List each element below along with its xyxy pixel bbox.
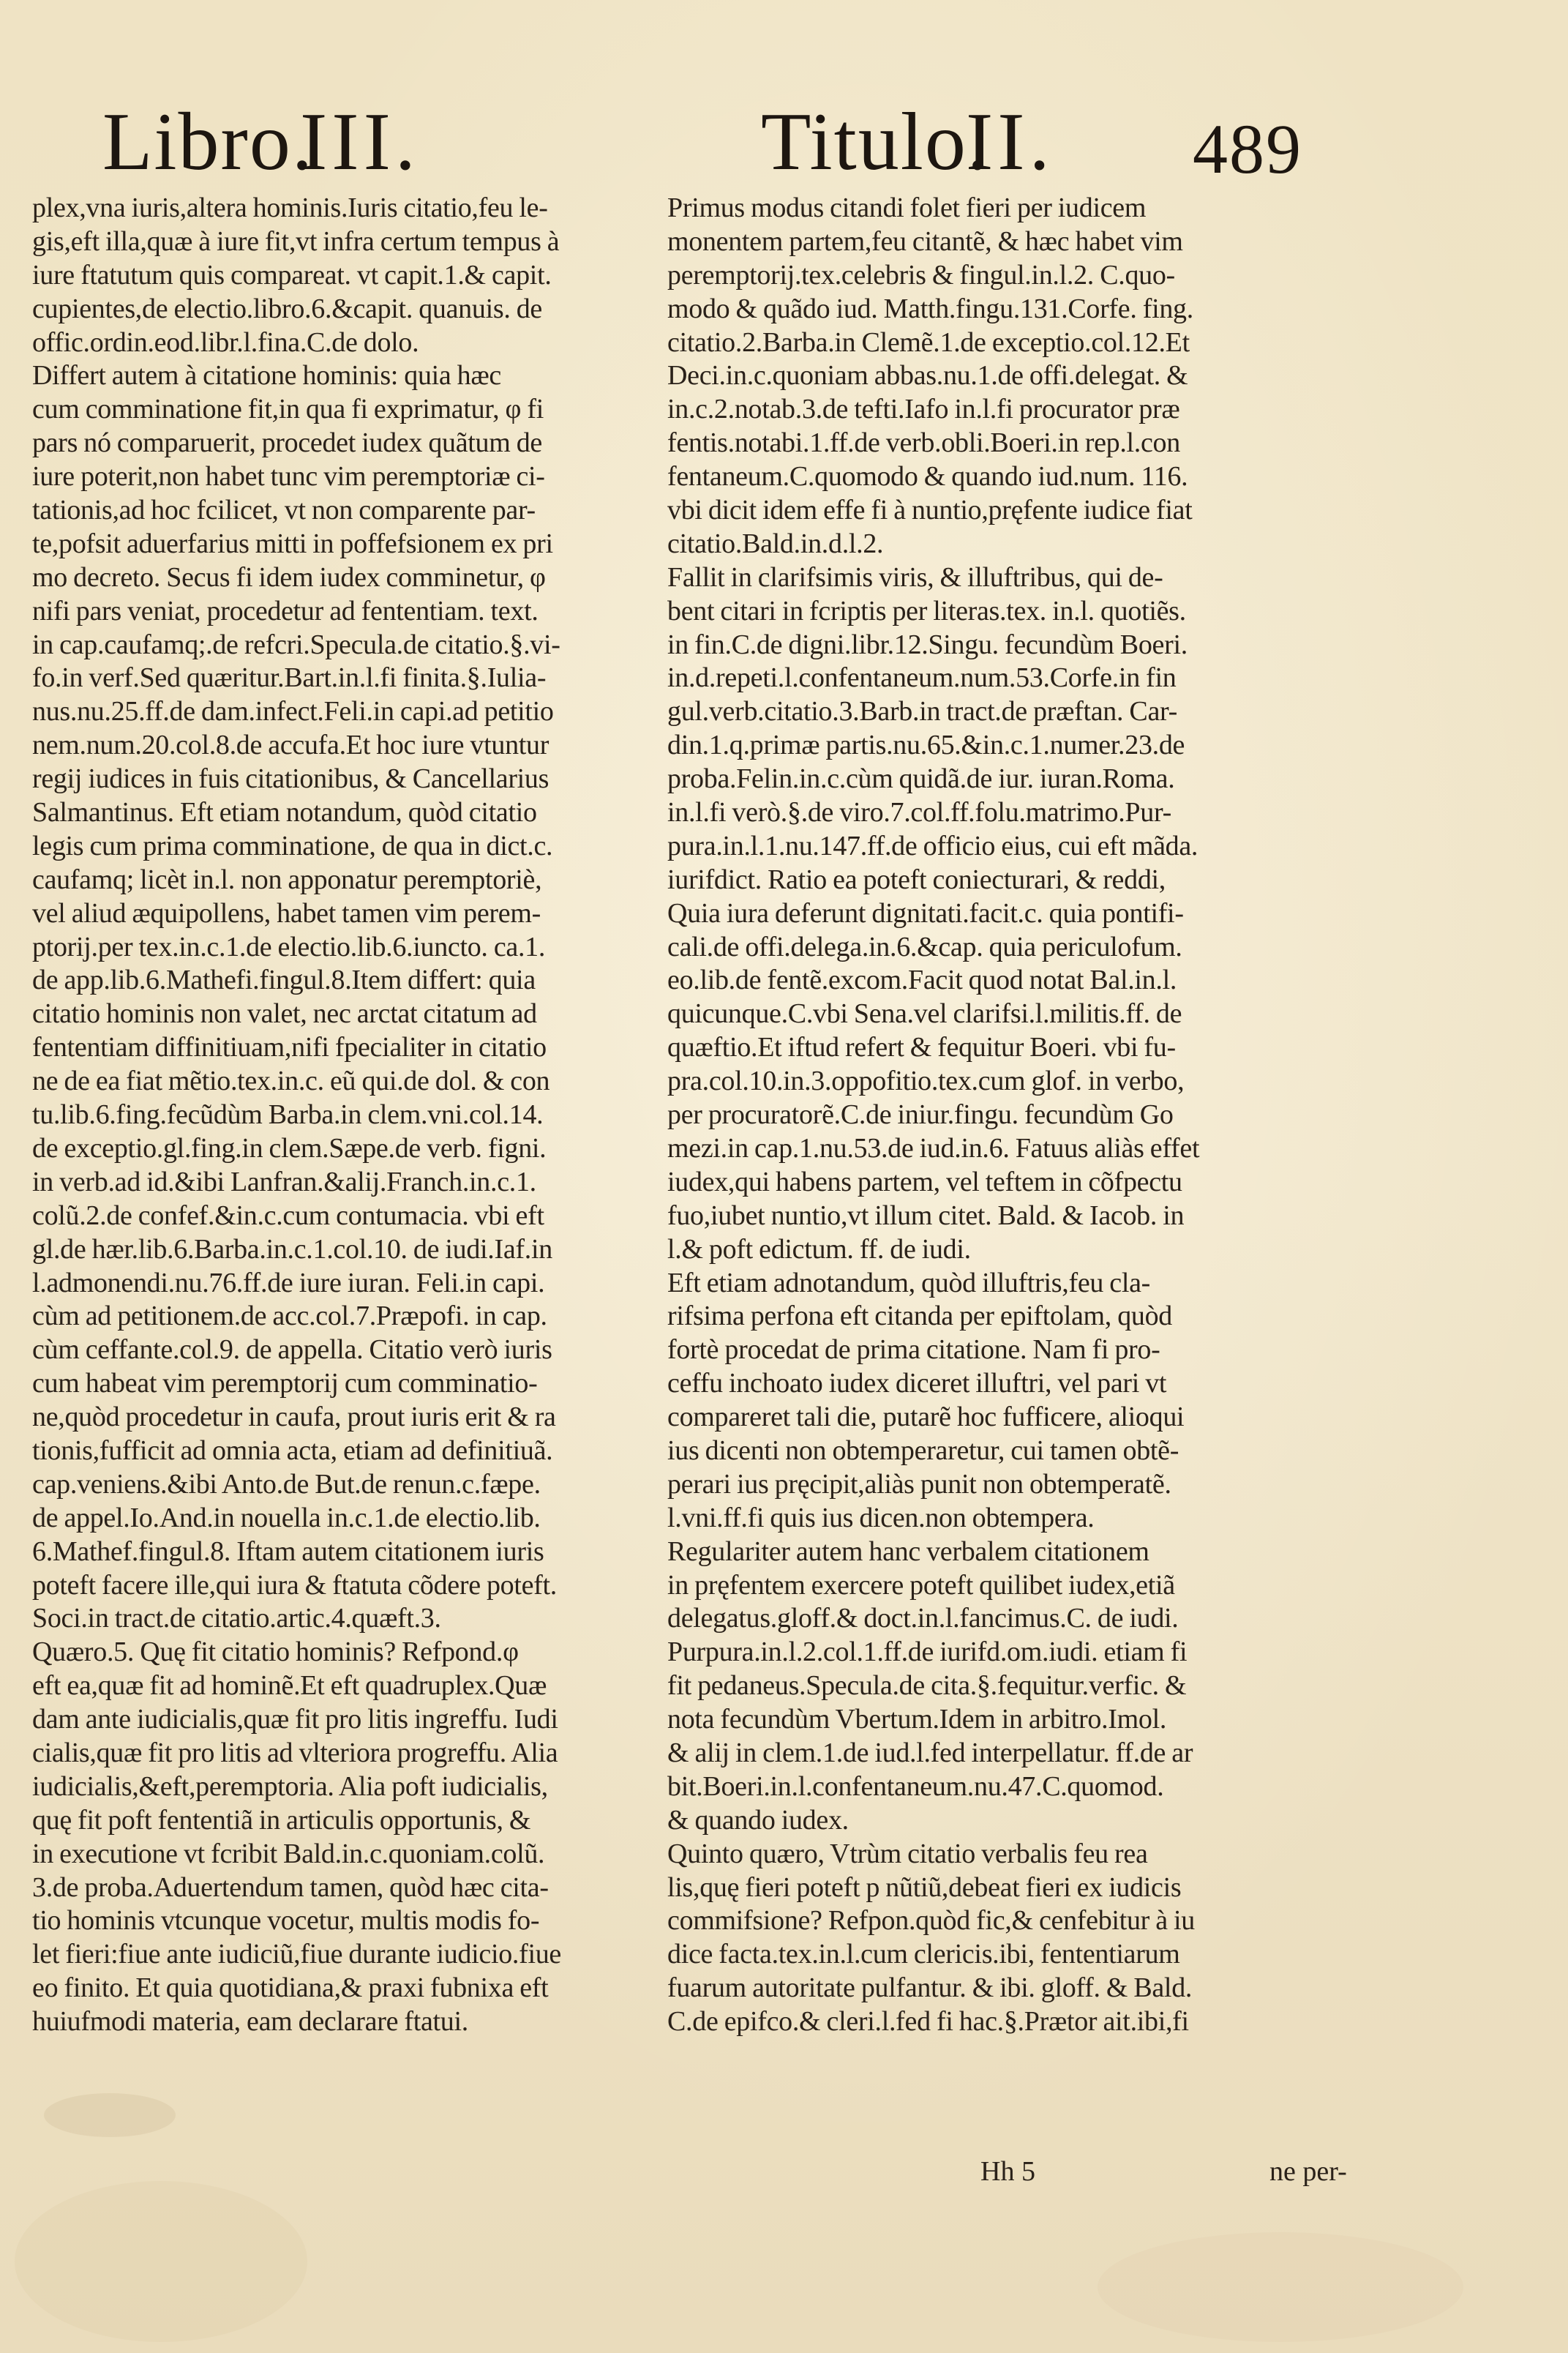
text-line: Soci.in tract.de citatio.artic.4.quæft.3. (32, 1603, 441, 1634)
text-line: de exceptio.gl.fing.in clem.Sæpe.de verb. figni. (32, 1132, 547, 1164)
text-line: Quia iura deferunt dignitati.facit.c. quia pontifi- (667, 897, 1184, 929)
text-line: poteft facere ille,qui iura & ftatuta cõdere poteft. (32, 1569, 557, 1601)
paper-stain (44, 2093, 176, 2137)
text-line: in.d.repeti.l.confentaneum.num.53.Corfe.in fin (667, 662, 1177, 694)
text-line: commifsione? Refpon.quòd fic,& cenfebitur à iu (667, 1905, 1195, 1937)
text-line: quæftio.Et iftud refert & fequitur Boeri. vbi fu- (667, 1032, 1176, 1063)
text-line: mezi.in cap.1.nu.53.de iud.in.6. Fatuus aliàs effet (667, 1132, 1200, 1164)
text-line: tionis,fufficit ad omnia acta, etiam ad definitiuã. (32, 1434, 553, 1466)
text-line: quicunque.C.vbi Sena.vel clarifsi.l.militis.ff. de (667, 998, 1182, 1030)
text-line: fentaneum.C.quomodo & quando iud.num. 116. (667, 461, 1188, 493)
text-line: colũ.2.de confef.&in.c.cum contumacia. vbi eft (32, 1200, 544, 1231)
text-line: in cap.caufamq;.de refcri.Specula.de citatio.§.vi- (32, 629, 560, 660)
text-line: pra.col.10.in.3.oppofitio.tex.cum glof. in verbo, (667, 1066, 1185, 1097)
text-line: per procuratorẽ.C.de iniur.fingu. fecundùm Go (667, 1099, 1174, 1131)
text-line: l.admonendi.nu.76.ff.de iure iuran. Feli.in capi. (32, 1267, 545, 1298)
text-line: plex,vna iuris,altera hominis.Iuris citatio,feu le- (32, 192, 548, 223)
text-line: cum comminatione fit,in qua fi exprimatur, φ fi (32, 394, 544, 425)
text-line: ne de ea fiat mẽtio.tex.in.c. eũ qui.de dol. & con (32, 1066, 550, 1097)
catchword: ne per- (1269, 2156, 1347, 2187)
running-head-title-number: II. (966, 97, 1054, 187)
text-line: fentis.notabi.1.ff.de verb.obli.Boeri.in rep.l.con (667, 427, 1180, 459)
text-line: Fallit in clarifsimis viris, & illuftribus, qui de- (667, 561, 1163, 593)
text-line: fuarum autoritate pulfantur. & ibi. gloff. & Bald. (667, 1972, 1193, 2004)
text-line: & quando iudex. (667, 1804, 849, 1836)
right-text-column (667, 192, 1282, 2039)
text-line: offic.ordin.eod.libr.l.fina.C.de dolo. (32, 326, 419, 358)
text-line: iudex,qui habens partem, vel teftem in cõfpectu (667, 1166, 1182, 1197)
text-line: caufamq; licèt in.l. non apponatur peremptoriè, (32, 864, 542, 895)
text-line: vbi dicit idem effe fi à nuntio,pręfente iudice fiat (667, 495, 1193, 526)
text-line: dice facta.tex.in.l.cum clericis.ibi, fententiarum (667, 1939, 1180, 1970)
text-line: gul.verb.citatio.3.Barb.in tract.de præftan. Car- (667, 696, 1177, 727)
text-line: fuo,iubet nuntio,vt illum citet. Bald. & Iacob. in (667, 1200, 1185, 1231)
left-text-column (32, 192, 647, 2039)
text-line: legis cum prima comminatione, de qua in dict.c. (32, 830, 553, 861)
text-line: nem.num.20.col.8.de accufa.Et hoc iure vtuntur (32, 730, 549, 761)
text-line: fortè procedat de prima citatione. Nam fi pro- (667, 1334, 1160, 1366)
text-line: fo.in verf.Sed quæritur.Bart.in.l.fi finita.§.Iulia- (32, 662, 547, 694)
signature-mark: Hh 5 (980, 2156, 1035, 2187)
text-line: perari ius pręcipit,aliàs punit non obtemperatẽ. (667, 1468, 1171, 1500)
text-line: te,pofsit aduerfarius mitti in poffefsionem ex pri (32, 528, 553, 559)
text-line: l.& poft edictum. ff. de iudi. (667, 1233, 971, 1265)
text-line: modo & quãdo iud. Matth.fingu.131.Corfe. fing. (667, 293, 1193, 324)
text-line: iurifdict. Ratio ea poteft coniecturari, & reddi, (667, 864, 1166, 895)
text-line: peremptorij.tex.celebris & fingul.in.l.2. C.quo- (667, 259, 1175, 291)
text-line: cupientes,de electio.libro.6.&capit. quanuis. de (32, 293, 542, 324)
text-line: delegatus.gloff.& doct.in.l.fancimus.C. de iudi. (667, 1603, 1179, 1634)
text-line: let fieri:fiue ante iudiciũ,fiue durante iudicio.fiue (32, 1939, 561, 1970)
text-line: 6.Mathef.fingul.8. Iftam autem citationem iuris (32, 1535, 544, 1567)
text-line: fit pedaneus.Specula.de cita.§.fequitur.verfic. & (667, 1670, 1187, 1702)
text-line: citatio.Bald.in.d.l.2. (667, 528, 884, 559)
text-line: tationis,ad hoc fcilicet, vt non comparente par- (32, 495, 536, 526)
text-line: fententiam diffinitiuam,nifi fpecialiter in citatio (32, 1032, 547, 1063)
text-line: iure ftatutum quis compareat. vt capit.1.& capit. (32, 259, 552, 291)
text-line: cum habeat vim peremptorij cum comminatio- (32, 1368, 538, 1399)
text-line: cialis,quæ fit pro litis ad vlteriora progreffu. Alia (32, 1737, 558, 1768)
text-line: regij iudices in fuis citationibus, & Cancellarius (32, 763, 549, 795)
text-line: eft ea,quæ fit ad hominẽ.Et eft quadruplex.Quæ (32, 1670, 547, 1702)
text-line: l.vni.ff.fi quis ius dicen.non obtempera. (667, 1502, 1095, 1533)
text-line: nifi pars veniat, procedetur ad fententiam. text. (32, 595, 539, 626)
paper-stain (15, 2181, 307, 2342)
text-line: C.de epifco.& cleri.l.fed fi hac.§.Prætor ait.ibi,fi (667, 2006, 1189, 2038)
text-line: bent citari in fcriptis per literas.tex. in.l. quotiẽs. (667, 595, 1186, 626)
text-line: pura.in.l.1.nu.147.ff.de officio eius, cui eft mãda. (667, 830, 1198, 861)
text-line: ius dicenti non obtemperaretur, cui tamen obtẽ- (667, 1434, 1179, 1466)
text-line: gl.de hær.lib.6.Barba.in.c.1.col.10. de iudi.Iaf.in (32, 1233, 552, 1265)
text-line: dam ante iudicialis,quæ fit pro litis ingreffu. Iudi (32, 1704, 558, 1735)
text-line: nota fecundùm Vbertum.Idem in arbitro.Imol. (667, 1704, 1167, 1735)
text-line: citatio.2.Barba.in Clemẽ.1.de exceptio.col.12.Et (667, 326, 1190, 358)
text-line: huiufmodi materia, eam declarare ftatui. (32, 2006, 468, 2038)
running-head-title: Titulo. (761, 97, 989, 187)
text-line: citatio hominis non valet, nec arctat citatum ad (32, 998, 537, 1030)
text-line: Primus modus citandi folet fieri per iudicem (667, 192, 1147, 223)
text-line: quę fit poft fententiã in articulis opportunis, & (32, 1804, 531, 1836)
text-line: Eft etiam adnotandum, quòd illuftris,feu cla- (667, 1267, 1151, 1298)
text-line: lis,quę fieri poteft p nũtiũ,debeat fieri ex iudicis (667, 1871, 1182, 1903)
text-line: din.1.q.primæ partis.nu.65.&in.c.1.numer.23.de (667, 730, 1185, 761)
text-line: ceffu inchoato iudex diceret illuftri, vel pari vt (667, 1368, 1167, 1399)
text-line: Differt autem à citatione hominis: quia hæc (32, 360, 501, 392)
text-line: ptorij.per tex.in.c.1.de electio.lib.6.iuncto. ca.1. (32, 931, 546, 962)
text-line: vel aliud æquipollens, habet tamen vim perem- (32, 897, 541, 929)
text-line: gis,eft illa,quæ à iure fit,vt infra certum tempus à (32, 225, 560, 257)
text-line: in fin.C.de digni.libr.12.Singu. fecundùm Boeri. (667, 629, 1188, 660)
text-line: cali.de offi.delega.in.6.&cap. quia periculofum. (667, 931, 1182, 962)
text-line: eo.lib.de fentẽ.excom.Facit quod notat Bal.in.l. (667, 965, 1177, 996)
text-line: 3.de proba.Aduertendum tamen, quòd hæc cita- (32, 1871, 549, 1903)
text-line: cùm ceffante.col.9. de appella. Citatio verò iuris (32, 1334, 552, 1366)
text-line: ne,quòd procedetur in caufa, prout iuris erit & ra (32, 1402, 556, 1433)
text-line: & alij in clem.1.de iud.l.fed interpellatur. ff.de ar (667, 1737, 1193, 1768)
text-line: in.c.2.notab.3.de tefti.Iafo in.l.fi procurator præ (667, 394, 1180, 425)
text-line: eo finito. Et quia quotidiana,& praxi fubnixa eft (32, 1972, 549, 2004)
text-line: in executione vt fcribit Bald.in.c.quoniam.colũ. (32, 1838, 545, 1869)
text-line: pars nó comparuerit, procedet iudex quãtum de (32, 427, 542, 459)
text-line: bit.Boeri.in.l.confentaneum.nu.47.C.quomod. (667, 1770, 1164, 1802)
page-number: 489 (1193, 110, 1302, 188)
text-line: de app.lib.6.Mathefi.fingul.8.Item differt: quia (32, 965, 536, 996)
text-line: de appel.Io.And.in nouella in.c.1.de electio.lib. (32, 1502, 541, 1533)
text-line: Quæro.5. Quę fit citatio hominis? Refpond.φ (32, 1636, 519, 1668)
text-line: compareret tali die, putarẽ hoc fufficere, alioqui (667, 1402, 1185, 1433)
text-line: nus.nu.25.ff.de dam.infect.Feli.in capi.ad petitio (32, 696, 554, 727)
text-line: in.l.fi verò.§.de viro.7.col.ff.folu.matrimo.Pur- (667, 797, 1171, 828)
text-line: Salmantinus. Eft etiam notandum, quòd citatio (32, 797, 537, 828)
text-line: iure poterit,non habet tunc vim peremptoriæ ci- (32, 461, 545, 493)
running-head-book-number: III. (300, 97, 420, 187)
text-line: tu.lib.6.fing.fecũdùm Barba.in clem.vni.col.14. (32, 1099, 544, 1131)
text-line: Quinto quæro, Vtrùm citatio verbalis feu rea (667, 1838, 1148, 1869)
text-line: Regulariter autem hanc verbalem citationem (667, 1535, 1149, 1567)
text-line: cùm ad petitionem.de acc.col.7.Præpofi. in cap. (32, 1301, 547, 1332)
text-line: tio hominis vtcunque vocetur, multis modis fo- (32, 1905, 540, 1937)
text-line: in pręfentem exercere poteft quilibet iudex,etiã (667, 1569, 1175, 1601)
text-line: Deci.in.c.quoniam abbas.nu.1.de offi.delegat. & (667, 360, 1188, 392)
text-line: monentem partem,feu citantẽ, & hæc habet vim (667, 225, 1183, 257)
text-line: proba.Felin.in.c.cùm quidã.de iur. iuran.Roma. (667, 763, 1175, 795)
running-head-book: Libro. (102, 97, 314, 187)
text-line: rifsima perfona eft citanda per epiftolam, quòd (667, 1301, 1173, 1332)
text-line: iudicialis,&eft,peremptoria. Alia poft iudicialis, (32, 1770, 548, 1802)
text-line: mo decreto. Secus fi idem iudex comminetur, φ (32, 561, 546, 593)
text-line: cap.veniens.&ibi Anto.de But.de renun.c.fæpe. (32, 1468, 541, 1500)
text-line: Purpura.in.l.2.col.1.ff.de iurifd.om.iudi. etiam fi (667, 1636, 1188, 1668)
text-line: in verb.ad id.&ibi Lanfran.&alij.Franch.in.c.1. (32, 1166, 536, 1197)
paper-stain (1098, 2232, 1463, 2342)
